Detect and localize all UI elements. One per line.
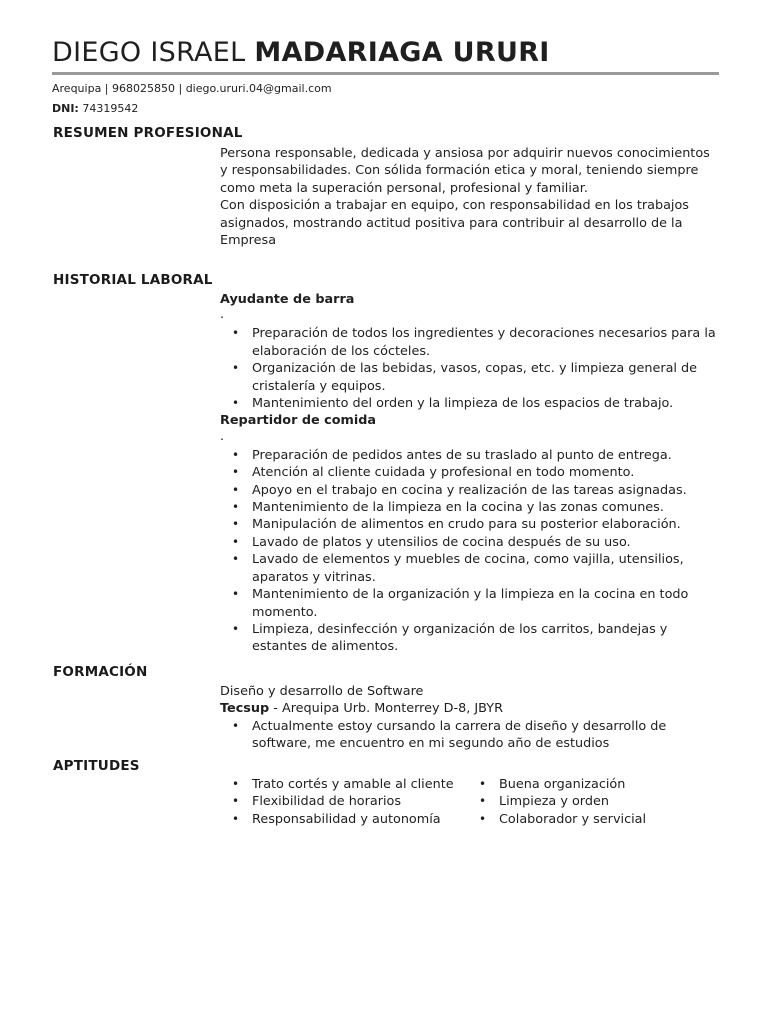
aptitudes-content (220, 776, 720, 836)
job-dot: . (220, 307, 225, 323)
historial-content (220, 291, 720, 656)
school-location: - Arequipa Urb. Monterrey D-8, JBYR (269, 701, 503, 717)
list-item: • Actualmente estoy cursando la carrera de diseño y desarrollo de software, me encuentro en mi segundo año de estudios (220, 718, 720, 753)
list-item: • Manipulación de alimentos en crudo para su posterior elaboración. (220, 516, 720, 533)
resumen-paragraph: Con disposición a trabajar en equipo, con responsabilidad en los trabajos asignados, mostrando actitud positiva para contribuir al desarrollo de la Empresa (220, 198, 689, 249)
resumen-content (220, 145, 720, 249)
list-item: • Organización de las bebidas, vasos, copas, etc. y limpieza general de cristalería y equipos. (220, 360, 720, 395)
contact-line: Arequipa | 968025850 | diego.ururi.04@gmail.com (52, 82, 332, 95)
list-item: • Preparación de todos los ingredientes y decoraciones necesarios para la elaboración de los cócteles. (220, 325, 720, 360)
header-divider (52, 72, 719, 75)
aptitudes-column (220, 776, 470, 828)
list-item: • Preparación de pedidos antes de su traslado al punto de entrega. (220, 447, 720, 464)
dni-label: DNI: (52, 102, 79, 115)
list-item: • Buena organización (467, 776, 717, 793)
list-item: • Limpieza, desinfección y organización de los carritos, bandejas y estantes de alimentos. (220, 621, 720, 656)
job-title: Ayudante de barra (220, 292, 355, 307)
list-item: • Mantenimiento del orden y la limpieza de los espacios de trabajo. (220, 395, 720, 412)
dni-line (52, 102, 138, 116)
list-item: • Flexibilidad de horarios (220, 793, 470, 810)
list-item: • Limpieza y orden (467, 793, 717, 810)
school-name: Tecsup (220, 701, 270, 717)
section-title-resumen: RESUMEN PROFESIONAL (53, 125, 243, 141)
formacion-list (220, 718, 720, 753)
resumen-paragraph: Persona responsable, dedicada y ansiosa por adquirir nuevos conocimientos y responsabilidades. Con sólida formación etica y moral, teniendo siempre como meta la superación personal, profesional y familiar. (220, 146, 710, 196)
dni-value: 74319542 (82, 102, 139, 115)
name-last: MADARIAGA URURI (254, 37, 550, 68)
section-title-aptitudes: APTITUDES (53, 758, 140, 774)
section-title-formacion: FORMACIÓN (53, 664, 148, 680)
job-title: Repartidor de comida (220, 413, 377, 429)
aptitudes-column (467, 776, 717, 828)
list-item: • Apoyo en el trabajo en cocina y realización de las tareas asignadas. (220, 482, 720, 499)
aptitudes-list (467, 776, 717, 828)
job-duties-list (220, 325, 720, 412)
job-duties-list (220, 447, 720, 656)
candidate-name (52, 36, 550, 70)
list-item: • Responsabilidad y autonomía (220, 811, 470, 828)
aptitudes-list (220, 776, 470, 828)
degree-name: Diseño y desarrollo de Software (220, 684, 424, 699)
list-item: • Colaborador y servicial (467, 811, 717, 828)
list-item: • Mantenimiento de la limpieza en la cocina y las zonas comunes. (220, 499, 720, 516)
name-first: DIEGO ISRAEL (52, 37, 246, 68)
list-item: • Mantenimiento de la organización y la limpieza en la cocina en todo momento. (220, 586, 720, 621)
school-line (220, 700, 720, 717)
formacion-content (220, 683, 720, 753)
list-item: • Trato cortés y amable al cliente (220, 776, 470, 793)
list-item: • Lavado de elementos y muebles de cocina, como vajilla, utensilios, aparatos y vitrinas. (220, 551, 720, 586)
list-item: • Atención al cliente cuidada y profesional en todo momento. (220, 464, 720, 481)
section-title-historial: HISTORIAL LABORAL (53, 272, 213, 288)
list-item: • Lavado de platos y utensilios de cocina después de su uso. (220, 534, 720, 551)
job-dot: . (220, 428, 225, 444)
